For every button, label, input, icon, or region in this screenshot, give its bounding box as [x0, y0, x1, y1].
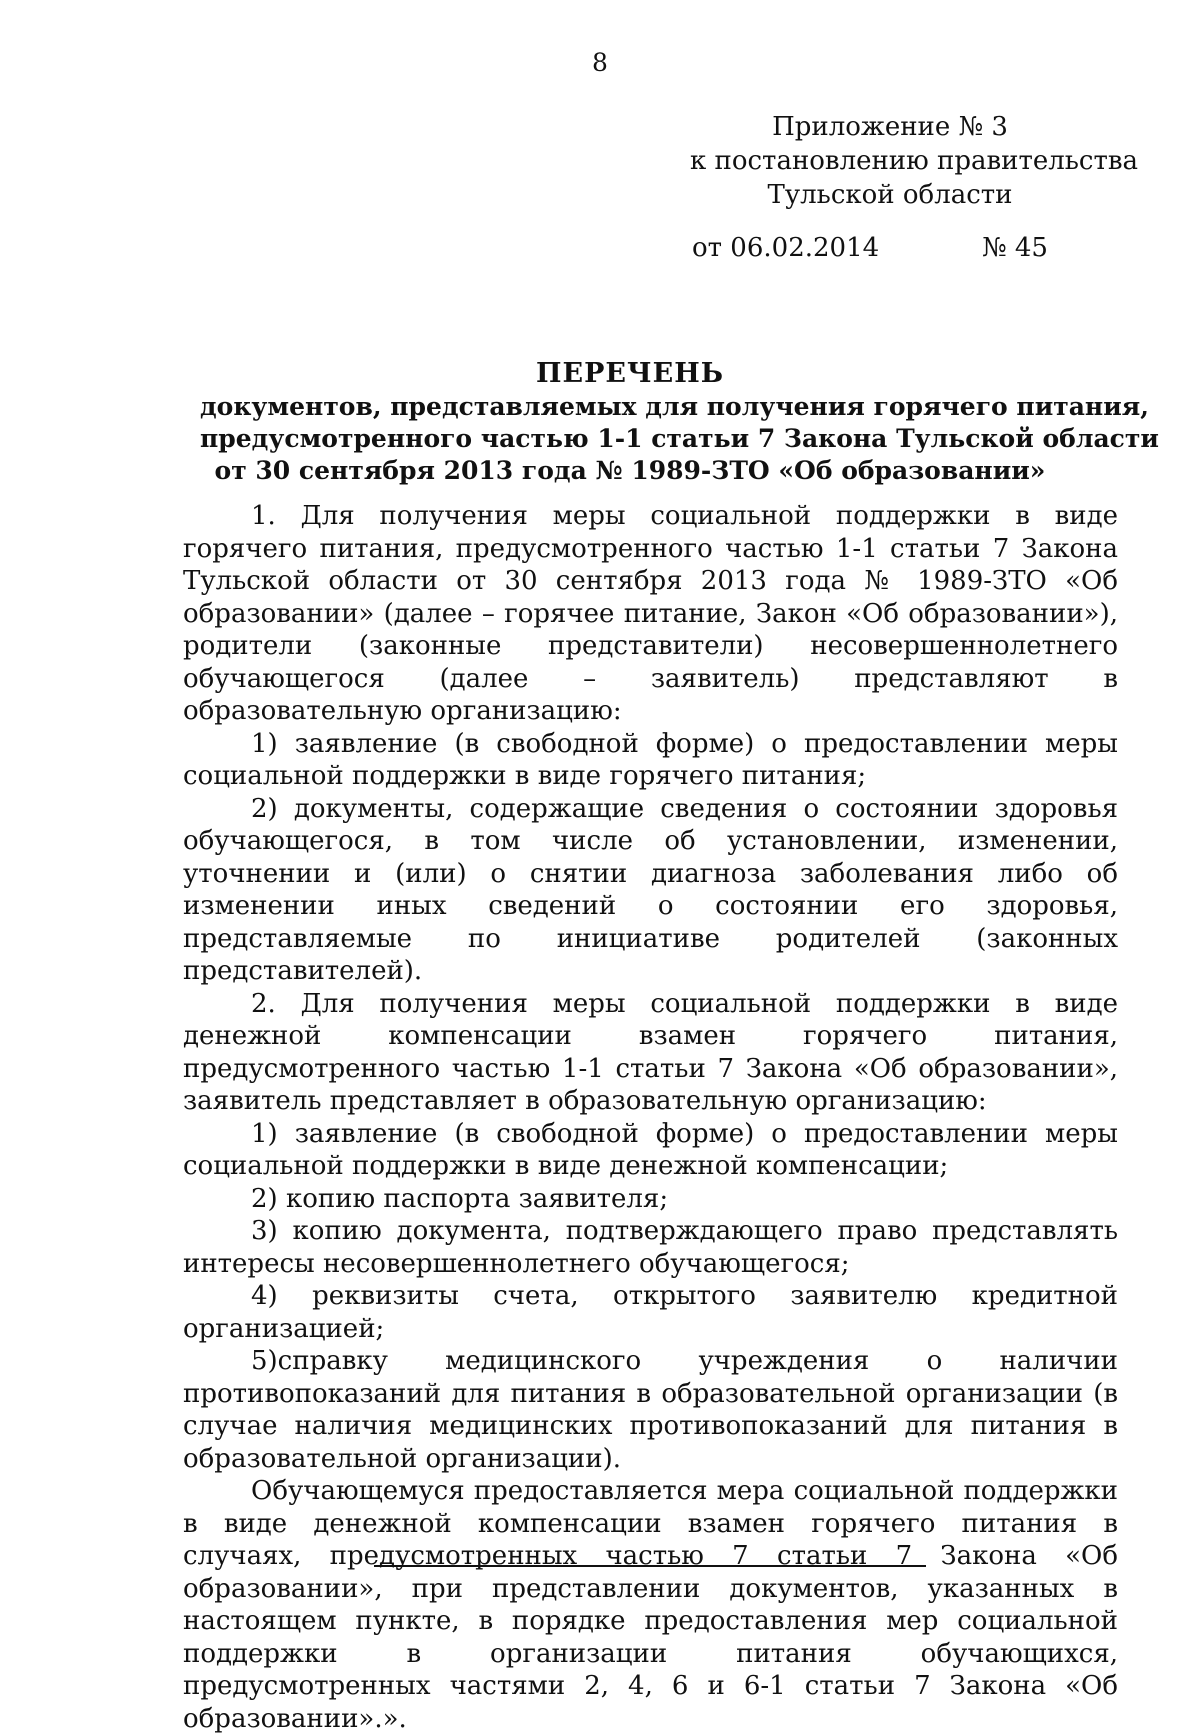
title-line: документов, представляемых для получения горячего питания, — [200, 392, 1149, 421]
page-number: 8 — [592, 48, 608, 77]
paragraph: 2) документы, содержащие сведения о состоянии здоровья обучающегося, в том числе об установлении, изменении, уточнении и (или) о снятии диагноза заболевания либо об изменении иных сведений о состоянии его здоровья, представляемые по инициативе родителей (законных представителей). — [183, 793, 1118, 986]
paragraph: 3) копию документа, подтверждающего право представлять интересы несовершеннолетнего обучающегося; — [183, 1216, 1118, 1279]
appendix-header — [690, 110, 1138, 212]
paragraph: 1) заявление (в свободной форме) о предоставлении меры социальной поддержки в виде денежной компенсации; — [183, 1118, 1118, 1181]
document-body — [183, 500, 1118, 1735]
paragraph: Обучающемуся предоставляется мера социальной поддержки в виде денежной компенсации взамен горячего питания в случаях, предусмотренных частью 7 статьи 7 Закона «Об образовании», при представлении документов, указанных в настоящем пункте, в порядке предоставления мер социальной поддержки в организации питания обучающихся, предусмотренных частями 2, 4, 6 и 6-1 статьи 7 Закона «Об образовании».». — [183, 1476, 1118, 1734]
paragraph: 5)справку медицинского учреждения о наличии противопоказаний для питания в образовательной организации (в случае наличия медицинских противопоказаний для питания в образовательной организации). — [183, 1346, 1118, 1474]
title-line: от 30 сентября 2013 года № 1989-ЗТО «Об образовании» — [214, 456, 1046, 485]
order-date: от 06.02.2014 — [692, 233, 880, 263]
footer-divider — [374, 1565, 926, 1567]
paragraph: 1) заявление (в свободной форме) о предоставлении меры социальной поддержки в виде горячего питания; — [183, 728, 1118, 791]
document-title — [200, 357, 1159, 487]
order-number: № 45 — [982, 233, 1048, 263]
title-line: предусмотренного частью 1-1 статьи 7 Закона Тульской области — [200, 424, 1159, 453]
appendix-line: к постановлению правительства — [690, 146, 1138, 176]
paragraph: 1. Для получения меры социальной поддержки в виде горячего питания, предусмотренного частью 1-1 статьи 7 Закона Тульской области от 30 сентября 2013 года № 1989-ЗТО «Об образовании» (далее – горячее питание, Закон «Об образовании»), родители (законные представители) несовершеннолетнего обучающегося (далее – заявитель) представляют в образовательную организацию: — [183, 501, 1118, 726]
paragraph: 4) реквизиты счета, открытого заявителю кредитной организацией; — [183, 1281, 1118, 1344]
appendix-line: Тульской области — [767, 180, 1013, 210]
title-heading: ПЕРЕЧЕНЬ — [536, 358, 724, 389]
appendix-line: Приложение № 3 — [772, 112, 1008, 142]
paragraph: 2. Для получения меры социальной поддержки в виде денежной компенсации взамен горячего питания, предусмотренного частью 1-1 статьи 7 Закона «Об образовании», заявитель представляет в образовательную организацию: — [183, 988, 1118, 1116]
paragraph: 2) копию паспорта заявителя; — [251, 1183, 669, 1214]
